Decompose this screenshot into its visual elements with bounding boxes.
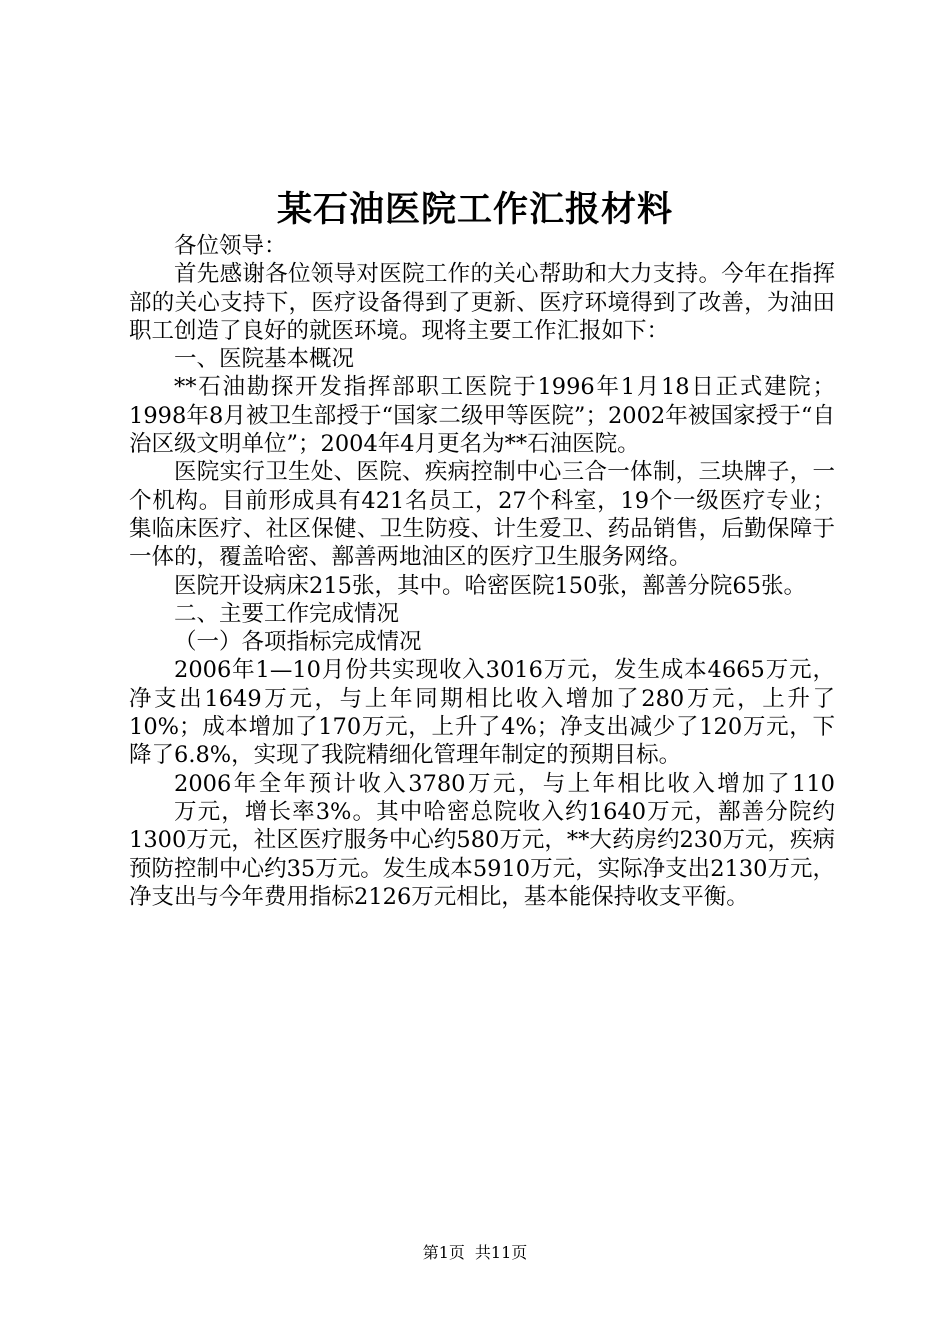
paragraph-beds: 医院开设病床215张，其中。哈密医院150张，鄯善分院65张。	[174, 572, 807, 599]
paragraph-structure: 医院实行卫生处、医院、疾病控制中心三合一体制，三块牌子，一个机构。目前形成具有421名员工，27个科室，19个一级医疗专业；集临床医疗、社区保健、卫生防疫、计生爱卫、药品销售，后勤保障于一体的，覆盖哈密、鄯善两地油区的医疗卫生服务网络。	[129, 459, 835, 571]
document-title: 某石油医院工作汇报材料	[276, 189, 673, 230]
page-number: 第1页	[422, 1243, 465, 1262]
paragraph-income-jan-oct: 2006年1—10月份共实现收入3016万元，发生成本4665万元，净支出1649万元，与上年同期相比收入增加了280万元，上升了10%；成本增加了170万元，上升了4%；净支出减少了120万元，下降了6.8%，实现了我院精细化管理年制定的预期目标。	[129, 657, 835, 769]
section-heading-work: 二、主要工作完成情况	[174, 600, 400, 627]
paragraph-history: **石油勘探开发指挥部职工医院于1996年1月18日正式建院；1998年8月被卫生部授于“国家二级甲等医院”；2002年被国家授于“自治区级文明单位”；2004年4月更名为**石油医院。	[129, 374, 835, 458]
paragraph-annual-breakdown: 万元，增长率3%。其中哈密总院收入约1640万元，鄯善分院约1300万元，社区医疗服务中心约580万元，**大药房约230万元，疾病预防控制中心约35万元。发生成本5910万元，实际净支出2130万元，净支出与今年费用指标2126万元相比，基本能保持收支平衡。	[129, 798, 835, 910]
paragraph-intro: 首先感谢各位领导对医院工作的关心帮助和大力支持。今年在指挥部的关心支持下，医疗设备得到了更新、医疗环境得到了改善，为油田职工创造了良好的就医环境。现将主要工作汇报如下：	[129, 261, 835, 344]
paragraph-annual-forecast: 2006年全年预计收入3780万元，与上年相比收入增加了110	[174, 770, 835, 797]
section-heading-overview: 一、医院基本概况	[174, 346, 355, 373]
page-footer	[0, 1241, 950, 1265]
page-total: 共11页	[474, 1243, 528, 1262]
subsection-heading-indicators: （一）各项指标完成情况	[174, 629, 422, 656]
salutation: 各位领导：	[174, 233, 287, 259]
document-body	[129, 232, 835, 911]
